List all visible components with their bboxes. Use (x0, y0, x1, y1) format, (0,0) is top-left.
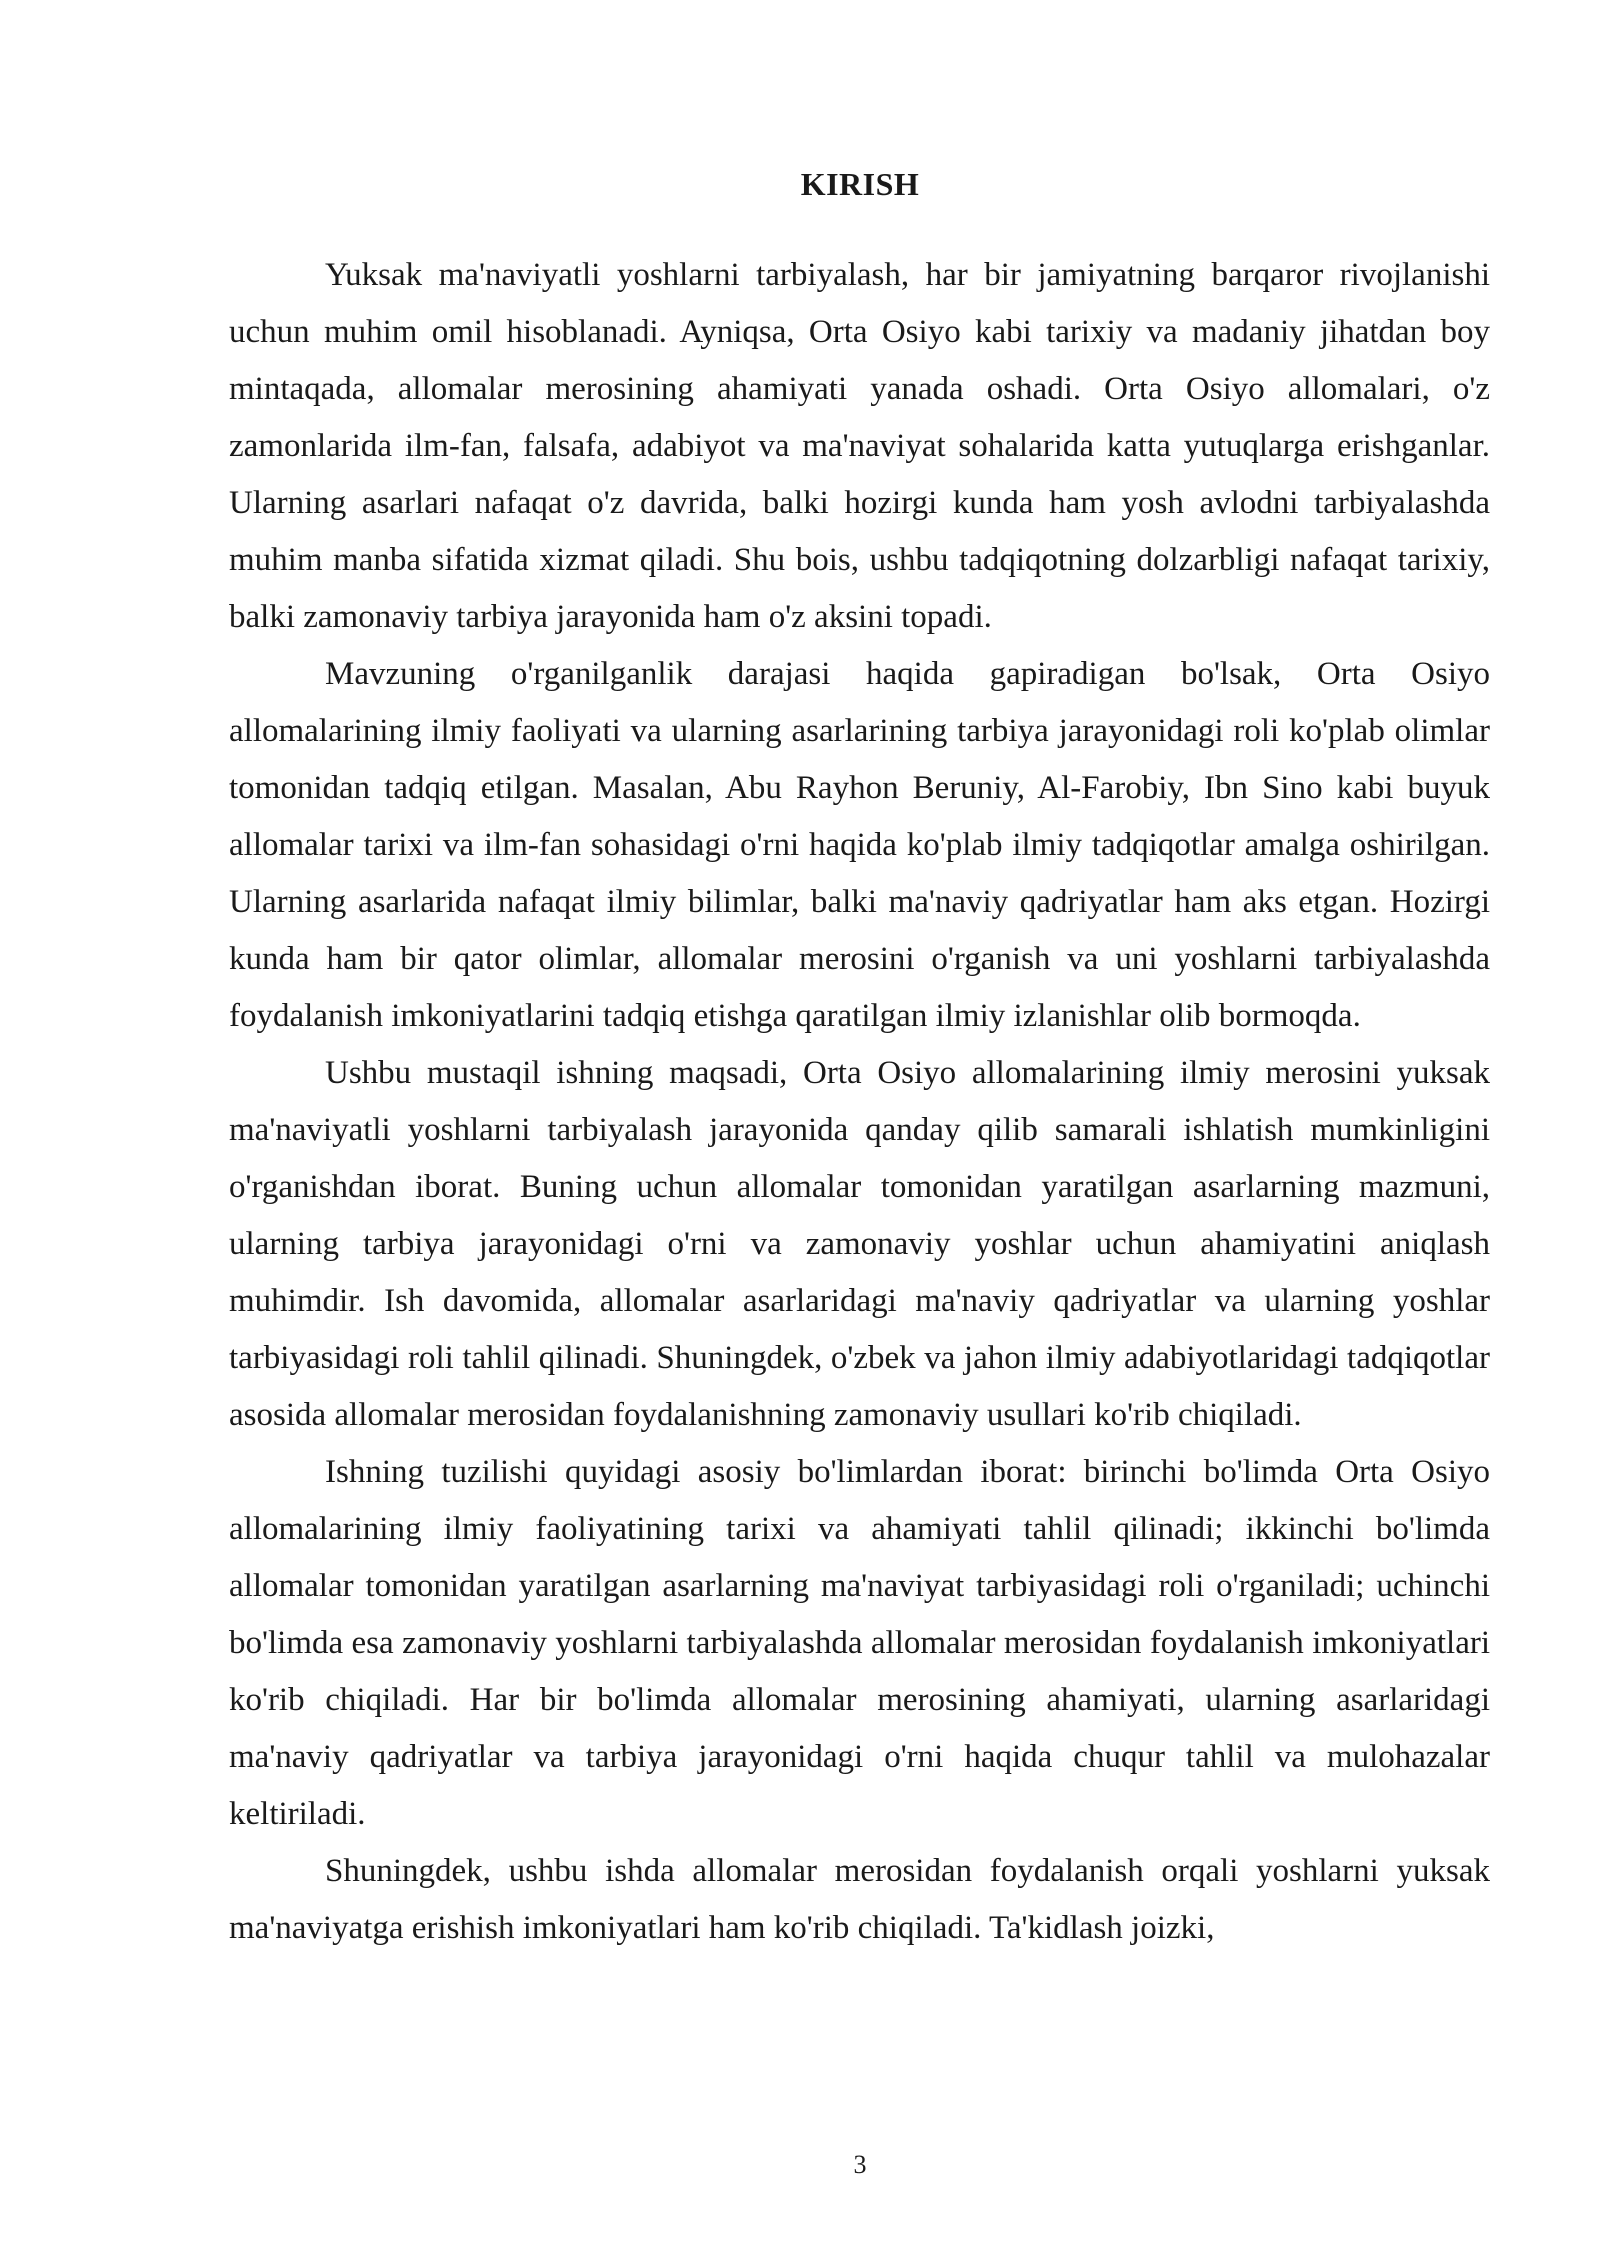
paragraph: Ishning tuzilishi quyidagi asosiy bo'limlardan iborat: birinchi bo'limda Orta Osiyo allomalarining ilmiy faoliyatining tarixi va ahamiyati tahlil qilinadi; ikkinchi bo'limda allomalar tomonidan yaratilgan asarlarning ma'naviyat tarbiyasidagi roli o'rganiladi; uchinchi bo'limda esa zamonaviy yoshlarni tarbiyalashda allomalar merosidan foydalanish imkoniyatlari ko'rib chiqiladi. Har bir bo'limda allomalar merosining ahamiyati, ularning asarlaridagi ma'naviy qadriyatlar va tarbiya jarayonidagi o'rni haqida chuqur tahlil va mulohazalar keltiriladi. (229, 1454, 1490, 1832)
body-text (229, 247, 1490, 1957)
paragraph: Shuningdek, ushbu ishda allomalar merosidan foydalanish orqali yoshlarni yuksak ma'naviyatga erishish imkoniyatlari ham ko'rib chiqiladi. Ta'kidlash joizki, (229, 1853, 1490, 1946)
paragraph: Yuksak ma'naviyatli yoshlarni tarbiyalash, har bir jamiyatning barqaror rivojlanishi uchun muhim omil hisoblanadi. Ayniqsa, Orta Osiyo kabi tarixiy va madaniy jihatdan boy mintaqada, allomalar merosining ahamiyati yanada oshadi. Orta Osiyo allomalari, o'z zamonlarida ilm-fan, falsafa, adabiyot va ma'naviyat sohalarida katta yutuqlarga erishganlar. Ularning asarlari nafaqat o'z davrida, balki hozirgi kunda ham yosh avlodni tarbiyalashda muhim manba sifatida xizmat qiladi. Shu bois, ushbu tadqiqotning dolzarbligi nafaqat tarixiy, balki zamonaviy tarbiya jarayonida ham o'z aksini topadi. (229, 257, 1490, 635)
paragraph: Mavzuning o'rganilganlik darajasi haqida gapiradigan bo'lsak, Orta Osiyo allomalarining ilmiy faoliyati va ularning asarlarining tarbiya jarayonidagi roli ko'plab olimlar tomonidan tadqiq etilgan. Masalan, Abu Rayhon Beruniy, Al-Farobiy, Ibn Sino kabi buyuk allomalar tarixi va ilm-fan sohasidagi o'rni haqida ko'plab ilmiy tadqiqotlar amalga oshirilgan. Ularning asarlarida nafaqat ilmiy bilimlar, balki ma'naviy qadriyatlar ham aks etgan. Hozirgi kunda ham bir qator olimlar, allomalar merosini o'rganish va uni yoshlarni tarbiyalashda foydalanish imkoniyatlarini tadqiq etishga qaratilgan ilmiy izlanishlar olib bormoqda. (229, 656, 1490, 1034)
page-number: 3 (853, 2150, 867, 2179)
section-title: KIRISH (800, 166, 920, 202)
paragraph: Ushbu mustaqil ishning maqsadi, Orta Osiyo allomalarining ilmiy merosini yuksak ma'naviyatli yoshlarni tarbiyalash jarayonida qanday qilib samarali ishlatish mumkinligini o'rganishdan iborat. Buning uchun allomalar tomonidan yaratilgan asarlarning mazmuni, ularning tarbiya jarayonidagi o'rni va zamonaviy yoshlar uchun ahamiyatini aniqlash muhimdir. Ish davomida, allomalar asarlaridagi ma'naviy qadriyatlar va ularning yoshlar tarbiyasidagi roli tahlil qilinadi. Shuningdek, o'zbek va jahon ilmiy adabiyotlaridagi tadqiqotlar asosida allomalar merosidan foydalanishning zamonaviy usullari ko'rib chiqiladi. (229, 1055, 1490, 1433)
